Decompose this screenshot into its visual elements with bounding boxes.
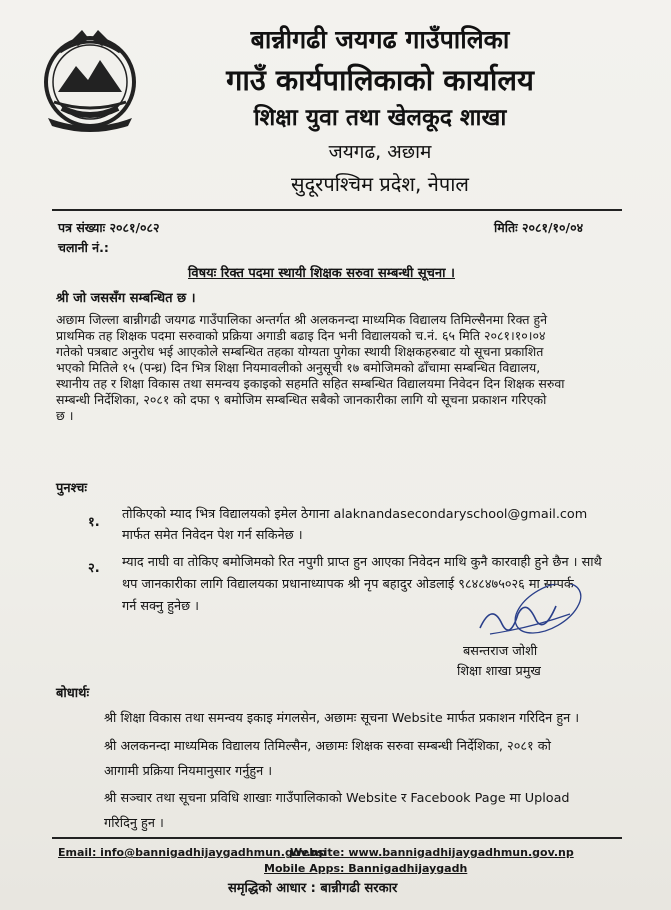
postscript-item-line: म्याद नाघी वा तोकिए बमोजिमको रित नपुगी प्राप्त हुन आएका निवेदन माथि कुनै कारवाही हुने छैन । साथै bbox=[122, 555, 602, 570]
letter-subject: विषयः रिक्त पदमा स्थायी शिक्षक सरुवा सम्बन्धी सूचना । bbox=[188, 266, 455, 281]
cc-item-line: श्री सञ्चार तथा सूचना प्रविधि शाखाः गाउँपालिकाको Website र Facebook Page मा Upload bbox=[104, 791, 570, 806]
footer-slogan: समृद्धिको आधार : बान्नीगढी सरकार bbox=[228, 881, 398, 896]
postscript-item-line: तोकिएको म्याद भित्र विद्यालयको इमेल ठेगाना alaknandasecondaryschool@gmail.com bbox=[122, 507, 588, 522]
body-line: सम्बन्धी निर्देशिका, २०८१ को दफा ९ बमोजिम सम्बन्धित सबैको जानकारीका लागि यो सूचना प्रकाशन गरिएको bbox=[56, 392, 547, 407]
dispatch-number: चलानी नं.: bbox=[58, 240, 109, 255]
signatory-title: शिक्षा शाखा प्रमुख bbox=[457, 664, 541, 679]
footer-mobile-apps: Mobile Apps: Bannigadhijaygadh bbox=[264, 862, 468, 875]
postscript-item-line: गर्न सक्नु हुनेछ । bbox=[122, 599, 199, 614]
office-address: जयगढ, अछाम bbox=[328, 141, 432, 163]
postscript-item-line: मार्फत समेत निवेदन पेश गर्न सकिनेछ । bbox=[122, 528, 303, 543]
office-name: गाउँ कार्यपालिकाको कार्यालय bbox=[226, 63, 534, 97]
footer-email[interactable]: Email: info@bannigadhijaygadhmun.gov.np bbox=[58, 846, 327, 859]
footer-website[interactable]: Website: www.bannigadhijaygadhmun.gov.np bbox=[290, 846, 574, 859]
postscript-item-number: २. bbox=[88, 561, 100, 576]
body-line: स्थानीय तह र शिक्षा विकास तथा समन्वय इकाइको सहमति सहित सम्बन्धित विद्यालयमा निवेदन दिन शिक्षक सरुवा bbox=[56, 376, 565, 391]
body-line: भएको मितिले १५ (पन्ध्र) दिन भित्र शिक्षा नियमावलीको अनुसूची १७ बमोजिमको ढाँचामा सम्बन्धित विद्यालय, bbox=[56, 360, 541, 375]
province-country: सुदूरपश्चिम प्रदेश, नेपाल bbox=[291, 172, 469, 196]
cc-item-line: श्री शिक्षा विकास तथा समन्वय इकाइ मंगलसेन, अछामः सूचना Website मार्फत प्रकाशन गरिदिन हुन । bbox=[104, 711, 580, 726]
postscript-item-line: थप जानकारीका लागि विद्यालयका प्रधानाध्यापक श्री नृप बहादुर ओडलाई ९८४८४७५०२६ मा सम्पर्क bbox=[122, 577, 574, 592]
municipality-emblem-icon bbox=[40, 22, 140, 134]
cc-item-line: आगामी प्रक्रिया नियमानुसार गर्नुहुन । bbox=[104, 764, 273, 779]
body-line: गतेको पत्रबाट अनुरोध भई आएकोले सम्बन्धित तहका योग्यता पुगेका स्थायी शिक्षकहरुबाट यो सूचना प्रकाशित bbox=[56, 344, 544, 359]
body-line: छ । bbox=[56, 408, 74, 423]
cc-label: बोधार्थः bbox=[56, 686, 90, 701]
letter-number: पत्र संख्याः २०८१/०८२ bbox=[58, 220, 160, 235]
footer-divider bbox=[52, 837, 622, 839]
municipality-name: बान्नीगढी जयगढ गाउँपालिका bbox=[250, 25, 510, 54]
postscript-item-number: १. bbox=[88, 515, 100, 530]
salutation: श्री जो जससँग सम्बन्धित छ । bbox=[56, 291, 196, 306]
signatory-name: बसन्तराज जोशी bbox=[463, 644, 538, 659]
section-name: शिक्षा युवा तथा खेलकूद शाखा bbox=[253, 105, 507, 131]
letter-date: मितिः २०८१/१०/०४ bbox=[494, 220, 584, 235]
notice-body bbox=[56, 312, 616, 424]
cc-item-line: गरिदिनु हुन । bbox=[104, 816, 164, 831]
header-divider bbox=[52, 209, 622, 211]
body-line: अछाम जिल्ला बान्नीगढी जयगढ गाउँपालिका अन्तर्गत श्री अलकनन्दा माध्यमिक विद्यालय तिमिल्सैनमा रिक्त हुने bbox=[56, 312, 548, 327]
signature-stamp-icon bbox=[470, 584, 590, 644]
body-line: प्राथमिक तह शिक्षक पदमा सरुवाको प्रक्रिया अगाडी बढाइ दिन भनी विद्यालयको च.नं. ६५ मिति २०८१।१०।०४ bbox=[56, 328, 546, 343]
cc-item-line: श्री अलकनन्दा माध्यमिक विद्यालय तिमिल्सैन, अछामः शिक्षक सरुवा सम्बन्धी निर्देशिका, २०८१ को bbox=[104, 739, 551, 754]
postscript-label: पुनश्चः bbox=[56, 481, 88, 496]
